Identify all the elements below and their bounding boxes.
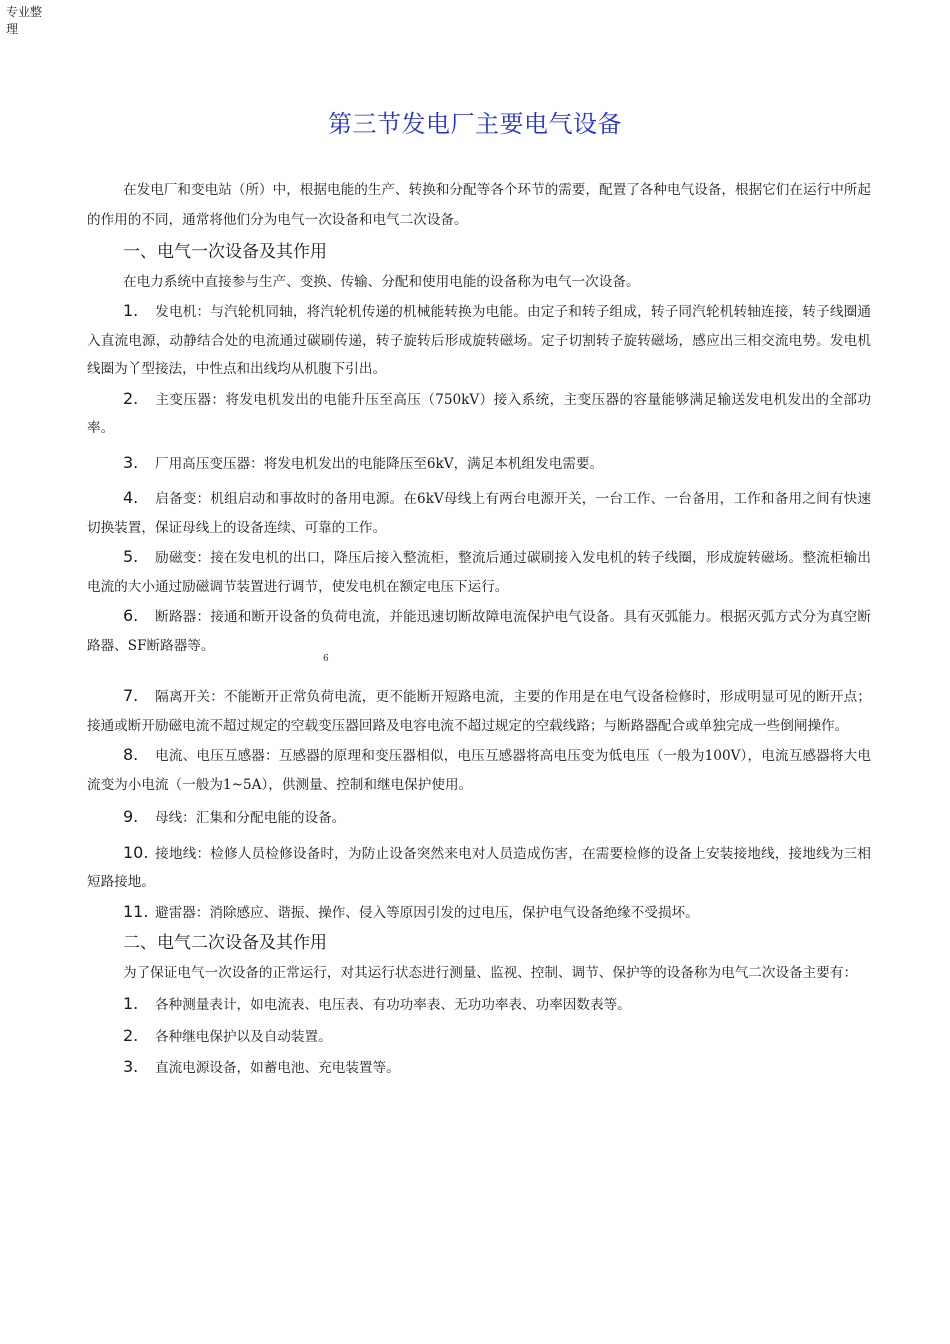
item-number: 1. (123, 994, 139, 1013)
list-item (87, 297, 871, 384)
item-number: 2. (123, 388, 139, 408)
list-item (87, 1053, 871, 1083)
item-text: 发电机：与汽轮机同轴，将汽轮机传递的机械能转换为电能。由定子和转子组成，转子同汽轮机转轴连接，转子线圈通入直流电源，动静结合处的电流通过碳刷传递，转子旋转后形成旋转磁场。定子切割转子旋转磁场，感应出三相交流电势。发电机线圈为丫型接法，中性点和出线均从机腹下引出。 (87, 304, 871, 377)
list-item (87, 803, 871, 833)
section1-lead: 在电力系统中直接参与生产、变换、传输、分配和使用电能的设备称为电气一次设备。 (123, 274, 640, 290)
item-text: 励磁变：接在发电机的出口，降压后接入整流柜，整流后通过碳刷接入发电机的转子线圈，形成旋转磁场。整流柜输出电流的大小通过励磁调节装置进行调节，使发电机在额定电压下运行。 (87, 550, 871, 595)
list-item (87, 1022, 871, 1052)
item-number: 4. (123, 488, 139, 507)
item-number: 6. (123, 606, 139, 625)
document-body (87, 175, 871, 1084)
item-text: 隔离开关：不能断开正常负荷电流，更不能断开短路电流，主要的作用是在电气设备检修时，形成明显可见的断开点；接通或断开励磁电流不超过规定的空载变压器回路及电容电流不超过规定的空载线路；与断路器配合或单独完成一些倒闸操作。 (87, 689, 871, 734)
list-item (87, 682, 871, 740)
section2-heading: 二、电气二次设备及其作用 (123, 933, 327, 953)
item-text: 各种测量表计，如电流表、电压表、有功功率表、无功功率表、功率因数表等。 (155, 997, 631, 1013)
item-text: 启备变：机组启动和事故时的备用电源。在6kV母线上有两台电源开关，一台工作、一台备用，工作和备用之间有快速切换装置，保证母线上的设备连续、可靠的工作。 (87, 491, 871, 536)
item-text: 母线：汇集和分配电能的设备。 (155, 810, 346, 826)
list-item (87, 543, 871, 601)
section1-heading: 一、电气一次设备及其作用 (123, 242, 327, 262)
item-number: 11. (123, 901, 149, 921)
list-item (87, 385, 871, 443)
list-item (87, 898, 871, 928)
list-item (87, 741, 871, 799)
item-number: 9. (123, 807, 139, 826)
item-number: 8. (123, 745, 139, 764)
list-item (87, 449, 871, 479)
item-text: 各种继电保护以及自动装置。 (155, 1028, 332, 1045)
item-text: 主变压器：将发电机发出的电能升压至高压（750kV）接入系统，主变压器的容量能够满足输送发电机发出的全部功率。 (87, 391, 871, 436)
item-number: 3. (123, 1057, 139, 1076)
item-number: 10. (123, 842, 149, 862)
item-text: 直流电源设备，如蓄电池、充电装置等。 (155, 1060, 400, 1076)
item-number: 5. (123, 547, 139, 566)
section2-lead: 为了保证电气一次设备的正常运行，对其运行状态进行测量、监视、控制、调节、保护等的设备称为电气二次设备主要有： (123, 965, 858, 981)
list-item (87, 990, 871, 1020)
section2-list (87, 990, 871, 1083)
header-mark: 专业整理 (6, 5, 43, 36)
section1-list (87, 297, 871, 927)
item-text: 厂用高压变压器：将发电机发出的电能降压至6kV，满足本机组发电需要。 (155, 455, 604, 472)
item-text: 接地线：检修人员检修设备时，为防止设备突然来电对人员造成伤害，在需要检修的设备上安装接地线，接地线为三相短路接地。 (87, 845, 871, 890)
list-item (87, 839, 871, 897)
item-number: 7. (123, 686, 139, 705)
item-text: 避雷器：消除感应、谐振、操作、侵入等原因引发的过电压，保护电气设备绝缘不受损坏。 (155, 904, 699, 921)
list-item (87, 602, 871, 660)
item-number: 1. (123, 301, 139, 320)
intro-paragraph: 在发电厂和变电站（所）中，根据电能的生产、转换和分配等各个环节的需要，配置了各种电气设备，根据它们在运行中所起的作用的不同，通常将他们分为电气一次设备和电气二次设备。 (87, 182, 871, 228)
item-text: 电流、电压互感器：互感器的原理和变压器相似，电压互感器将高电压变为低电压（一般为100V），电流互感器将大电流变为小电流（一般为1~5A），供测量、控制和继电保护使用。 (87, 748, 871, 793)
item-text: 断路器：接通和断开设备的负荷电流，并能迅速切断故障电流保护电气设备。具有灭弧能力。根据灭弧方式分为真空断路器、SF断路器等。 (87, 609, 871, 654)
list-item (87, 484, 871, 542)
page-number: 6 (323, 654, 329, 664)
item-number: 2. (123, 1025, 139, 1045)
document-title: 第三节发电厂主要电气设备 (328, 110, 622, 138)
item-number: 3. (123, 452, 139, 472)
